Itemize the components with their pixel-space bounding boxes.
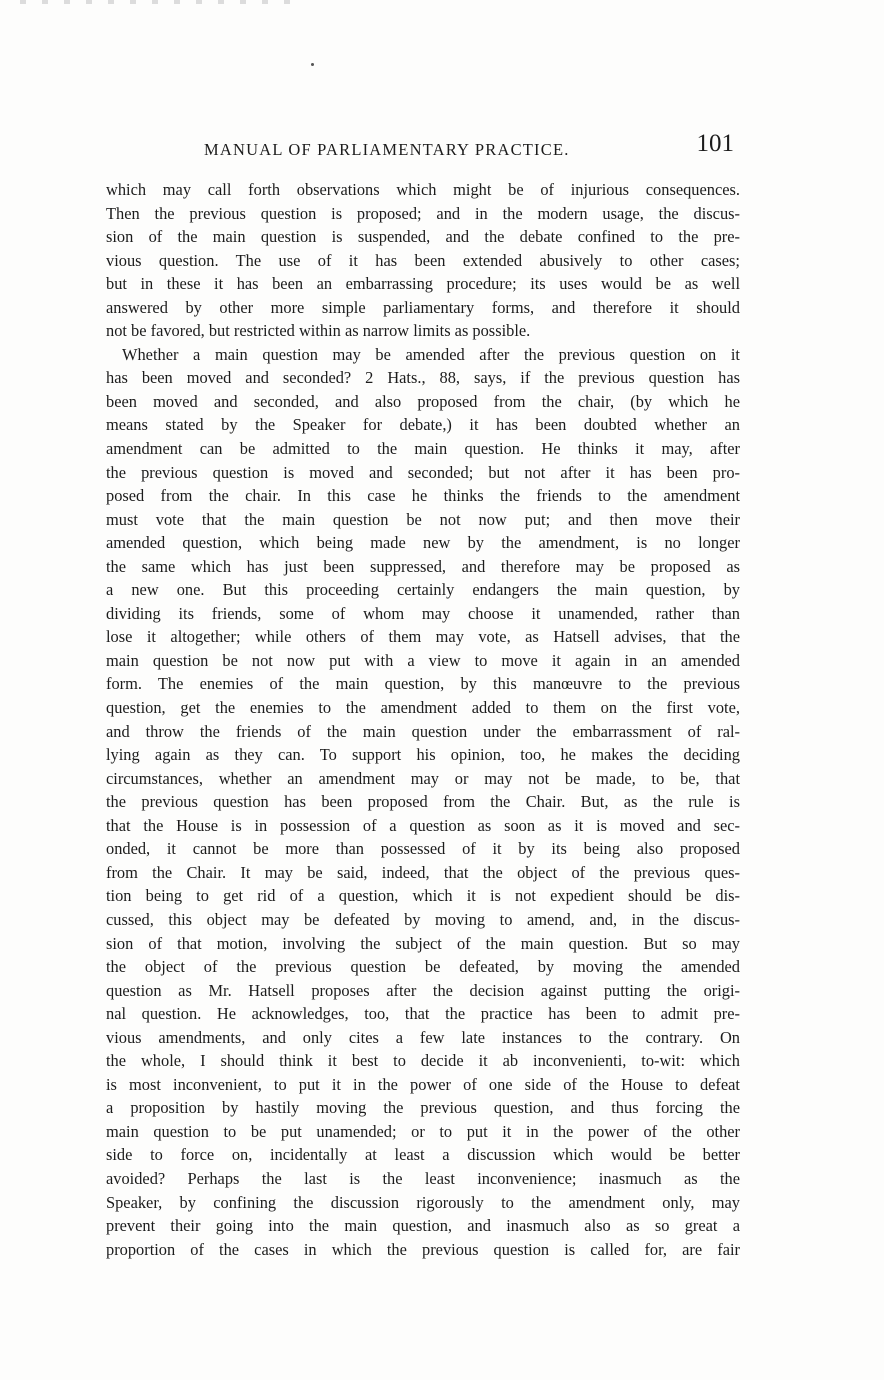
text-line: the whole, I should think it best to decide it ab inconvenienti, to-wit: which [106,1051,740,1071]
page-number: 101 [696,130,734,157]
text-line: and throw the friends of the main question under the embarrassment of ral- [106,721,740,741]
text-line: main question to be put unamended; or to put it in the power of the other [106,1121,740,1141]
text-line: tion being to get rid of a question, which it is not expedient should be dis- [106,886,740,906]
text-line: sion of that motion, involving the subject of the main question. But so may [106,933,740,953]
text-line: amendment can be admitted to the main question. He thinks it may, after [106,439,740,459]
text-line: circumstances, whether an amendment may or may not be made, to be, that [106,768,740,788]
text-line: main question be not now put with a view to move it again in an amended [106,650,740,670]
text-line: but in these it has been an embarrassing procedure; its uses would be as well [106,274,740,294]
text-line: Then the previous question is proposed; and in the modern usage, the discus- [106,203,740,223]
text-line: the previous question has been proposed from the Chair. But, as the rule is [106,792,740,812]
page-header [200,130,740,164]
ink-speck [311,63,314,66]
text-line: from the Chair. It may be said, indeed, that the object of the previous ques- [106,862,740,882]
top-edge-bleed [20,0,300,4]
body-text [106,178,740,1261]
text-line: Speaker, by confining the discussion rigorously to the amendment only, may [106,1192,740,1212]
text-line: avoided? Perhaps the last is the least inconvenience; inasmuch as the [106,1168,740,1188]
text-line: proportion of the cases in which the previous question is called for, are fair [106,1239,740,1259]
text-line: nal question. He acknowledges, too, that the practice has been to admit pre- [106,1004,740,1024]
text-line: vious amendments, and only cites a few late instances to the contrary. On [106,1027,740,1047]
text-line: not be favored, but restricted within as narrow limits as possible. [106,321,531,341]
text-line: a proposition by hastily moving the previous question, and thus forcing the [106,1098,740,1118]
text-line: been moved and seconded, and also proposed from the chair, (by which he [106,391,740,411]
text-line: question, get the enemies to the amendment added to them on the first vote, [106,698,740,718]
text-line: question as Mr. Hatsell proposes after the decision against putting the origi- [106,980,740,1000]
paragraph [106,343,740,1261]
paragraph [106,178,740,343]
text-line: sion of the main question is suspended, and the debate confined to the pre- [106,227,740,247]
text-line: form. The enemies of the main question, by this manœuvre to the previous [106,674,740,694]
text-line: vious question. The use of it has been extended abusively to other cases; [106,250,740,270]
text-line: answered by other more simple parliamentary forms, and therefore it should [106,297,740,317]
text-line: amended question, which being made new by the amendment, is no longer [106,533,740,553]
text-line: is most inconvenient, to put it in the power of one side of the House to defeat [106,1074,740,1094]
text-line: cussed, this object may be defeated by moving to amend, and, in the discus- [106,909,740,929]
text-line: the previous question is moved and seconded; but not after it has been pro- [106,462,740,482]
text-line: side to force on, incidentally at least a discussion which would be better [106,1145,740,1165]
running-head: MANUAL OF PARLIAMENTARY PRACTICE. [204,140,570,159]
text-line: lying again as they can. To support his opinion, too, he makes the deciding [106,745,740,765]
text-line: the object of the previous question be defeated, by moving the amended [106,957,740,977]
text-line: which may call forth observations which might be of injurious consequences. [106,180,740,199]
text-line: dividing its friends, some of whom may choose it unamended, rather than [106,603,740,623]
text-line: means stated by the Speaker for debate,) it has been doubted whether an [106,415,740,435]
text-line: the same which has just been suppressed, and therefore may be proposed as [106,556,740,576]
text-line: Whether a main question may be amended after the previous question on it [122,344,740,364]
text-line: that the House is in possession of a question as soon as it is moved and sec- [106,815,740,835]
text-line: prevent their going into the main question, and inasmuch also as so great a [106,1216,740,1236]
text-line: a new one. But this proceeding certainly endangers the main question, by [106,580,740,600]
text-line: onded, it cannot be more than possessed of it by its being also proposed [106,839,740,859]
text-line: has been moved and seconded? 2 Hats., 88, says, if the previous question has [106,368,740,388]
text-line: posed from the chair. In this case he thinks the friends to the amendment [106,486,740,506]
text-line: must vote that the main question be not now put; and then move their [106,509,740,529]
text-line: lose it altogether; while others of them may vote, as Hatsell advises, that the [106,627,740,647]
